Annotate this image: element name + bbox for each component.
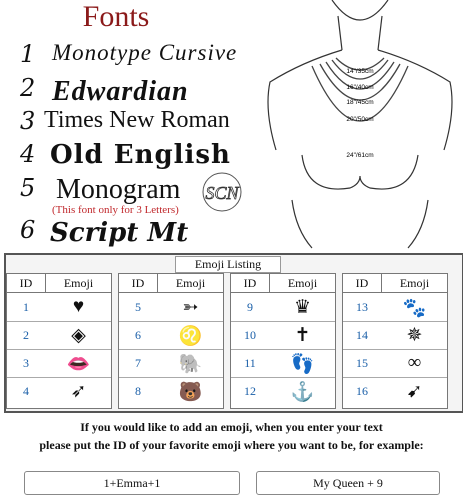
emoji-column: [6, 273, 112, 409]
instruction-line-2: please put the ID of your favorite emoji where you want to be, for example:: [39, 438, 424, 452]
necklace-length-label: 20"/50cm: [346, 116, 374, 123]
diamond-icon: ◈: [71, 325, 86, 346]
emoji-id: 7: [135, 356, 141, 370]
compass-icon: ✵: [406, 325, 423, 346]
row-divider: [343, 349, 447, 350]
emoji-id: 1: [23, 300, 29, 314]
necklace-length-label: 14"/35cm: [346, 68, 374, 75]
row-divider: [343, 377, 447, 378]
necklace-length-label: 16"/40cm: [346, 84, 374, 91]
example-box-1: 1+Emma+1: [24, 471, 240, 495]
svg-text:SCN: SCN: [205, 183, 239, 203]
example-box-2: My Queen + 9: [256, 471, 440, 495]
emoji-id: 8: [135, 384, 141, 398]
lion-icon: ♌: [178, 326, 203, 347]
header-emoji: Emoji: [158, 274, 223, 293]
header-id: ID: [231, 274, 270, 293]
header-id: ID: [119, 274, 158, 293]
lips-icon: 👄: [66, 354, 91, 375]
row-divider: [231, 349, 335, 350]
row-divider: [7, 377, 111, 378]
font-name-script-mt: Script Mt: [50, 218, 189, 248]
necklace-length-label: 24"/61cm: [346, 152, 374, 159]
emoji-id: 10: [244, 328, 256, 342]
emoji-id: 13: [356, 300, 368, 314]
necklace-length-chart: [262, 0, 458, 250]
header-emoji: Emoji: [382, 274, 447, 293]
row-divider: [343, 321, 447, 322]
emoji-id: 2: [23, 328, 29, 342]
monogram-note: (This font only for 3 Letters): [52, 204, 179, 216]
emoji-id: 5: [135, 300, 141, 314]
emoji-id: 4: [23, 384, 29, 398]
emoji-id: 12: [244, 384, 256, 398]
font-name-monotype: Monotype Cursive: [52, 40, 238, 65]
emoji-id: 14: [356, 328, 368, 342]
instruction-line-1: If you would like to add an emoji, when you enter your text: [80, 420, 383, 434]
necklace-length-label: 18"/45cm: [346, 99, 374, 106]
emoji-id: 15: [356, 356, 368, 370]
arrows-icon: ➶: [70, 381, 87, 402]
monogram-sample-image: [200, 170, 244, 214]
paw-icon: 🐾: [402, 298, 427, 319]
row-divider: [119, 377, 223, 378]
header-id: ID: [7, 274, 46, 293]
emoji-id: 16: [356, 384, 368, 398]
heart-icon: ♥: [72, 296, 85, 317]
emoji-id: 3: [23, 356, 29, 370]
row-divider: [119, 349, 223, 350]
infinity-icon: ∞: [407, 352, 422, 373]
emoji-column: [342, 273, 448, 409]
feather-icon: ➹: [406, 381, 423, 402]
row-divider: [231, 321, 335, 322]
elephant-icon: 🐘: [178, 354, 203, 375]
emoji-id: 11: [244, 356, 256, 370]
font-number: 3: [20, 107, 36, 135]
bear-icon: 🐻: [178, 382, 203, 403]
header-emoji: Emoji: [46, 274, 111, 293]
row-divider: [231, 377, 335, 378]
emoji-column: [230, 273, 336, 409]
font-number: 5: [20, 174, 36, 202]
header-id: ID: [343, 274, 382, 293]
header-emoji: Emoji: [270, 274, 335, 293]
row-divider: [119, 321, 223, 322]
font-number: 2: [20, 74, 36, 102]
emoji-table-title: Emoji Listing: [175, 256, 281, 273]
font-number: 4: [20, 140, 36, 168]
emoji-id: 6: [135, 328, 141, 342]
emoji-id: 9: [247, 300, 253, 314]
row-divider: [7, 321, 111, 322]
font-name-edwardian: Edwardian: [52, 76, 189, 107]
arrow-icon: ➳: [182, 297, 199, 318]
row-divider: [7, 349, 111, 350]
font-name-monogram: Monogram: [56, 174, 181, 205]
font-name-old-english: Old English: [50, 140, 231, 170]
fonts-title: Fonts: [82, 0, 150, 33]
font-name-times: Times New Roman: [44, 107, 230, 133]
emoji-column: [118, 273, 224, 409]
font-number: 6: [20, 216, 36, 244]
anchor-icon: ⚓: [290, 382, 315, 403]
footprints-icon: 👣: [290, 354, 315, 375]
font-number: 1: [20, 40, 36, 68]
cross-icon: ✝: [294, 325, 311, 346]
crown-icon: ♛: [293, 297, 312, 318]
